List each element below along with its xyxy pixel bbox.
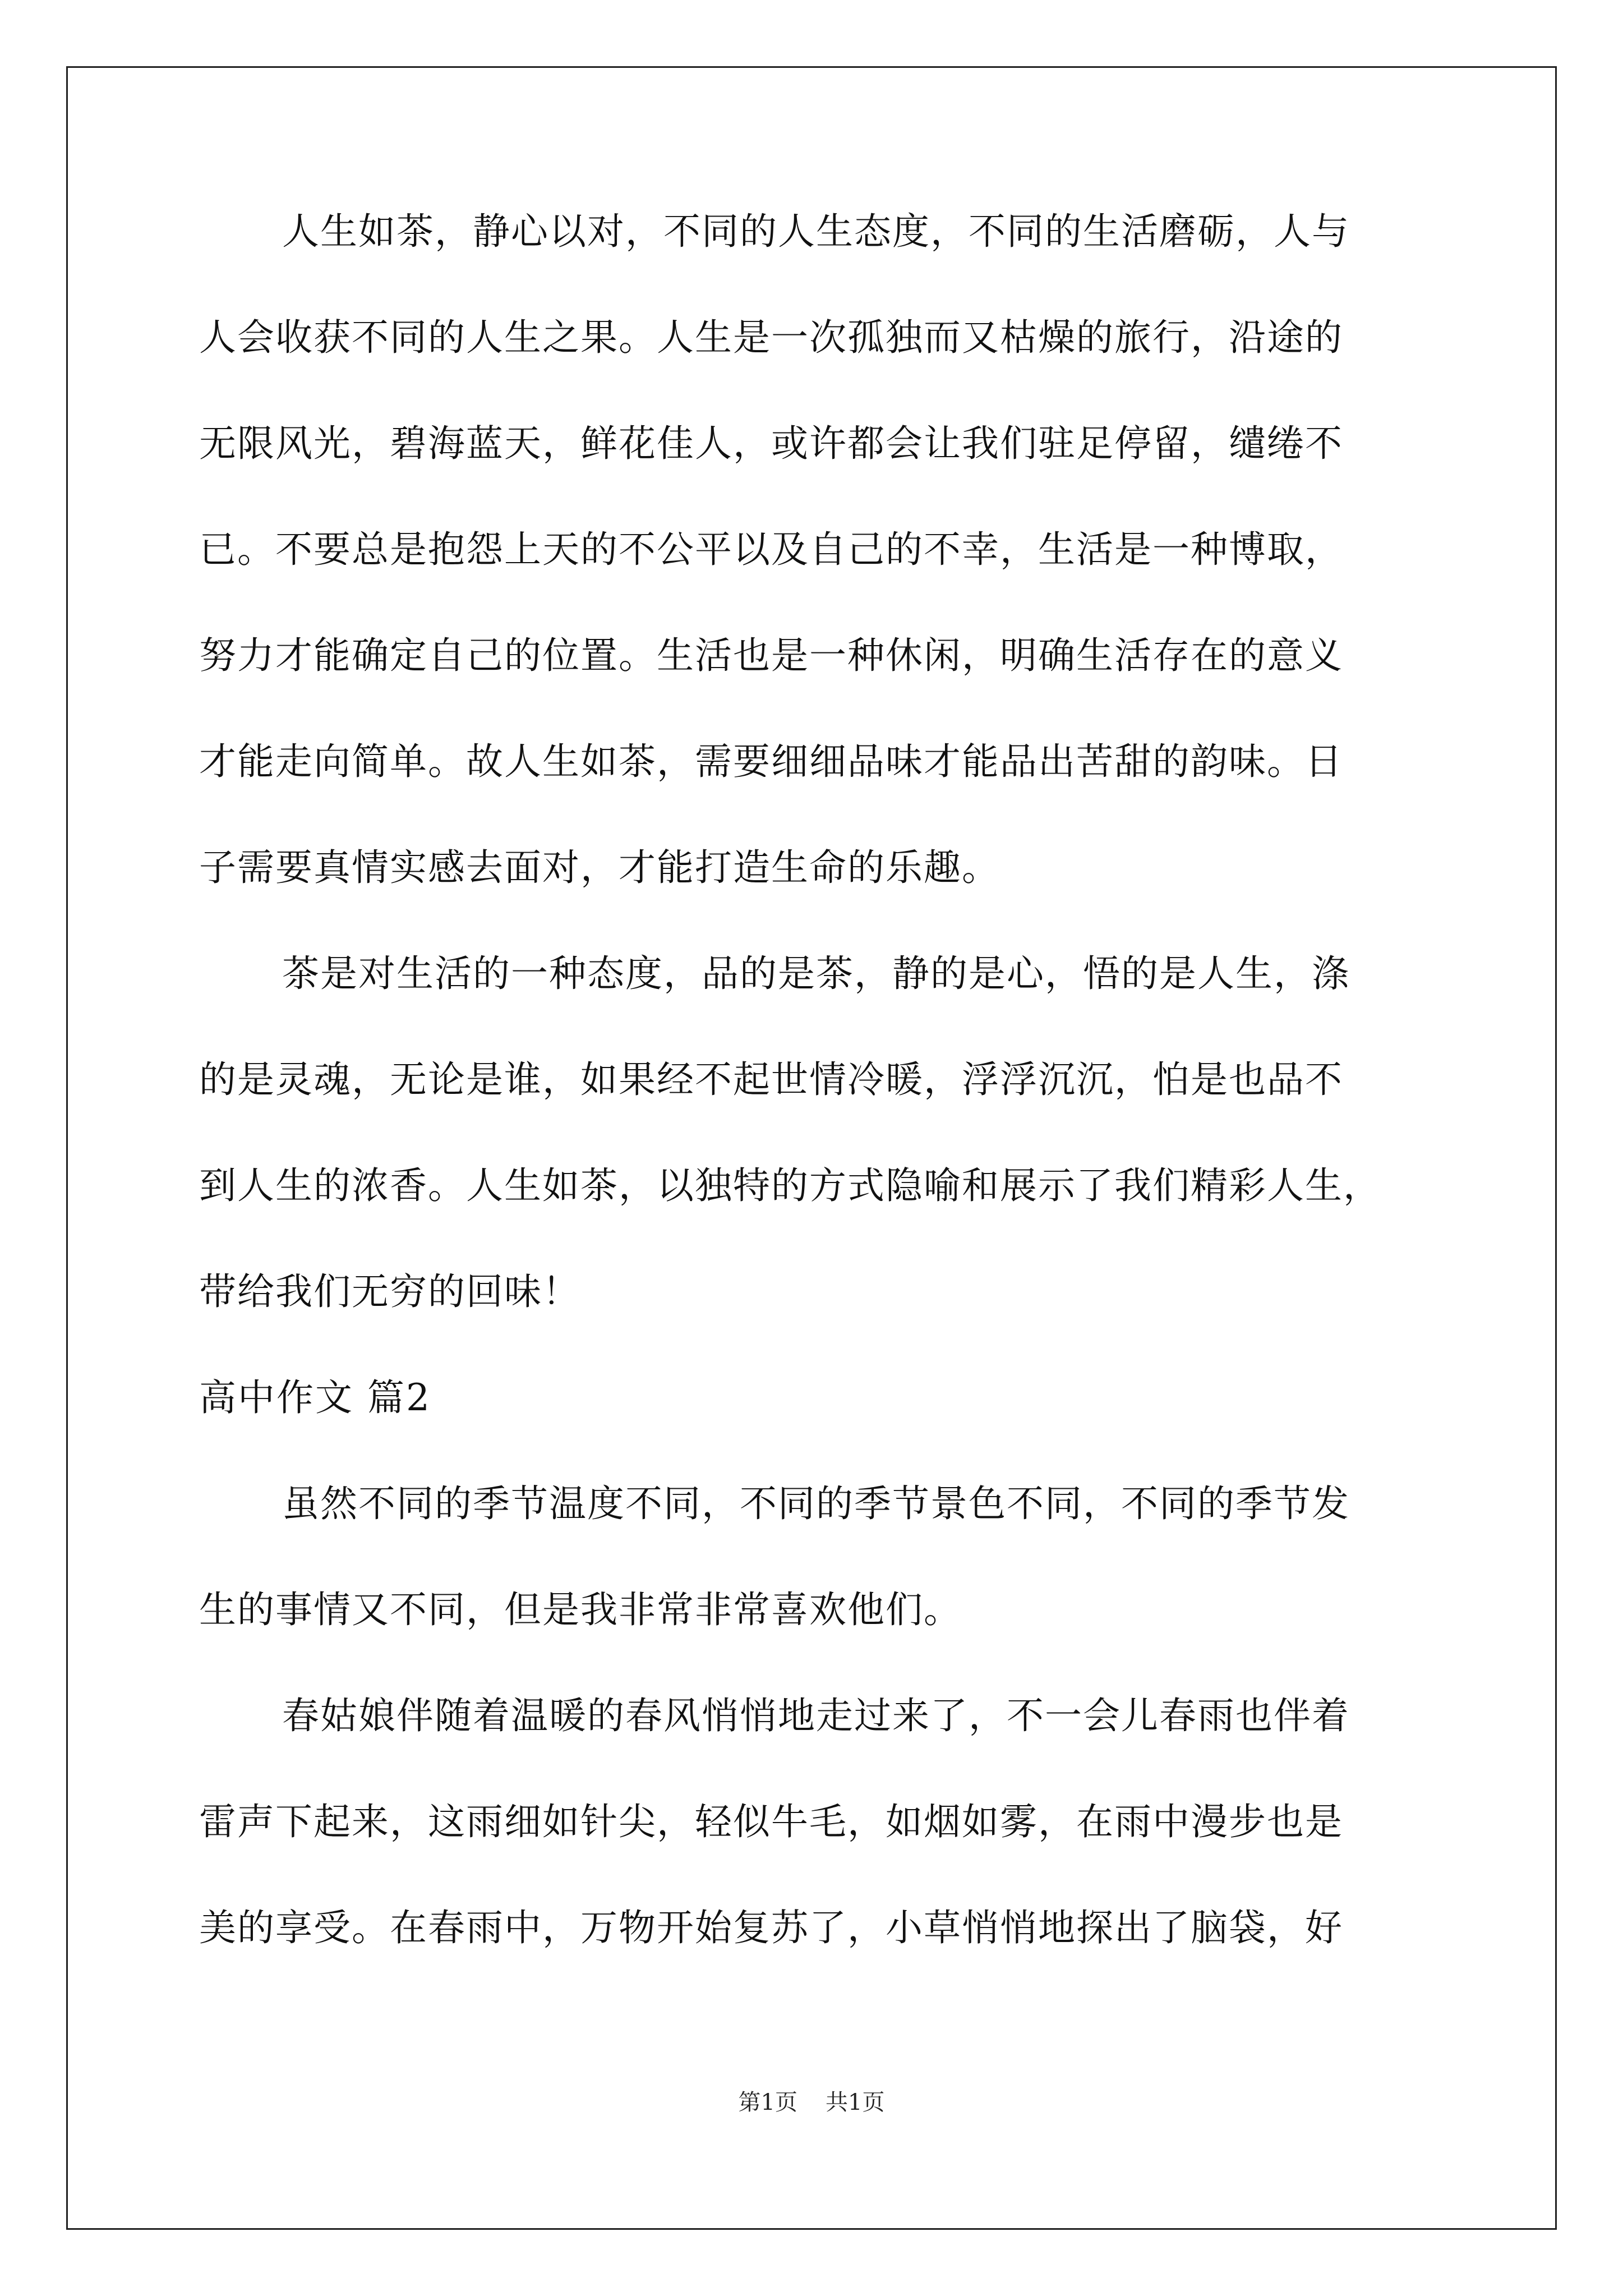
text-line: 雷声下起来，这雨细如针尖，轻似牛毛，如烟如雾，在雨中漫步也是 [199,1800,1343,1843]
text-line: 人生如茶，静心以对，不同的人生态度，不同的生活磨砺，人与 [282,210,1350,253]
text-line: 春姑娘伴随着温暖的春风悄悄地走过来了，不一会儿春雨也伴着 [282,1694,1350,1737]
text-line: 茶是对生活的一种态度，品的是茶，静的是心，悟的是人生，涤 [282,952,1350,995]
text-line: 带给我们无穷的回味！ [199,1270,580,1313]
text-line: 才能走向简单。故人生如茶，需要细细品味才能品出苦甜的韵味。日 [199,740,1343,783]
text-line: 无限风光，碧海蓝天，鲜花佳人，或许都会让我们驻足停留，缱绻不 [199,422,1343,465]
text-line: 生的事情又不同，但是我非常非常喜欢他们。 [199,1588,962,1631]
text-line: 虽然不同的季节温度不同，不同的季节景色不同，不同的季节发 [282,1482,1350,1525]
text-line: 人会收获不同的人生之果。人生是一次孤独而又枯燥的旅行，沿途的 [199,316,1343,359]
text-line: 美的享受。在春雨中，万物开始复苏了，小草悄悄地探出了脑袋，好 [199,1906,1343,1949]
text-line: 到人生的浓香。人生如茶，以独特的方式隐喻和展示了我们精彩人生， [199,1164,1381,1207]
text-line: 子需要真情实感去面对，才能打造生命的乐趣。 [199,846,1000,889]
page-footer [0,2091,1623,2114]
section-heading: 高中作文 篇2 [199,1376,431,1419]
text-line: 已。不要总是抱怨上天的不公平以及自己的不幸，生活是一种博取， [199,528,1343,571]
page-total: 共1页 [826,2090,885,2115]
document-body [199,210,1450,2016]
page-number: 第1页 [738,2090,797,2115]
text-line: 努力才能确定自己的位置。生活也是一种休闲，明确生活存在的意义 [199,634,1343,677]
text-line: 的是灵魂，无论是谁，如果经不起世情冷暖，浮浮沉沉，怕是也品不 [199,1058,1343,1101]
